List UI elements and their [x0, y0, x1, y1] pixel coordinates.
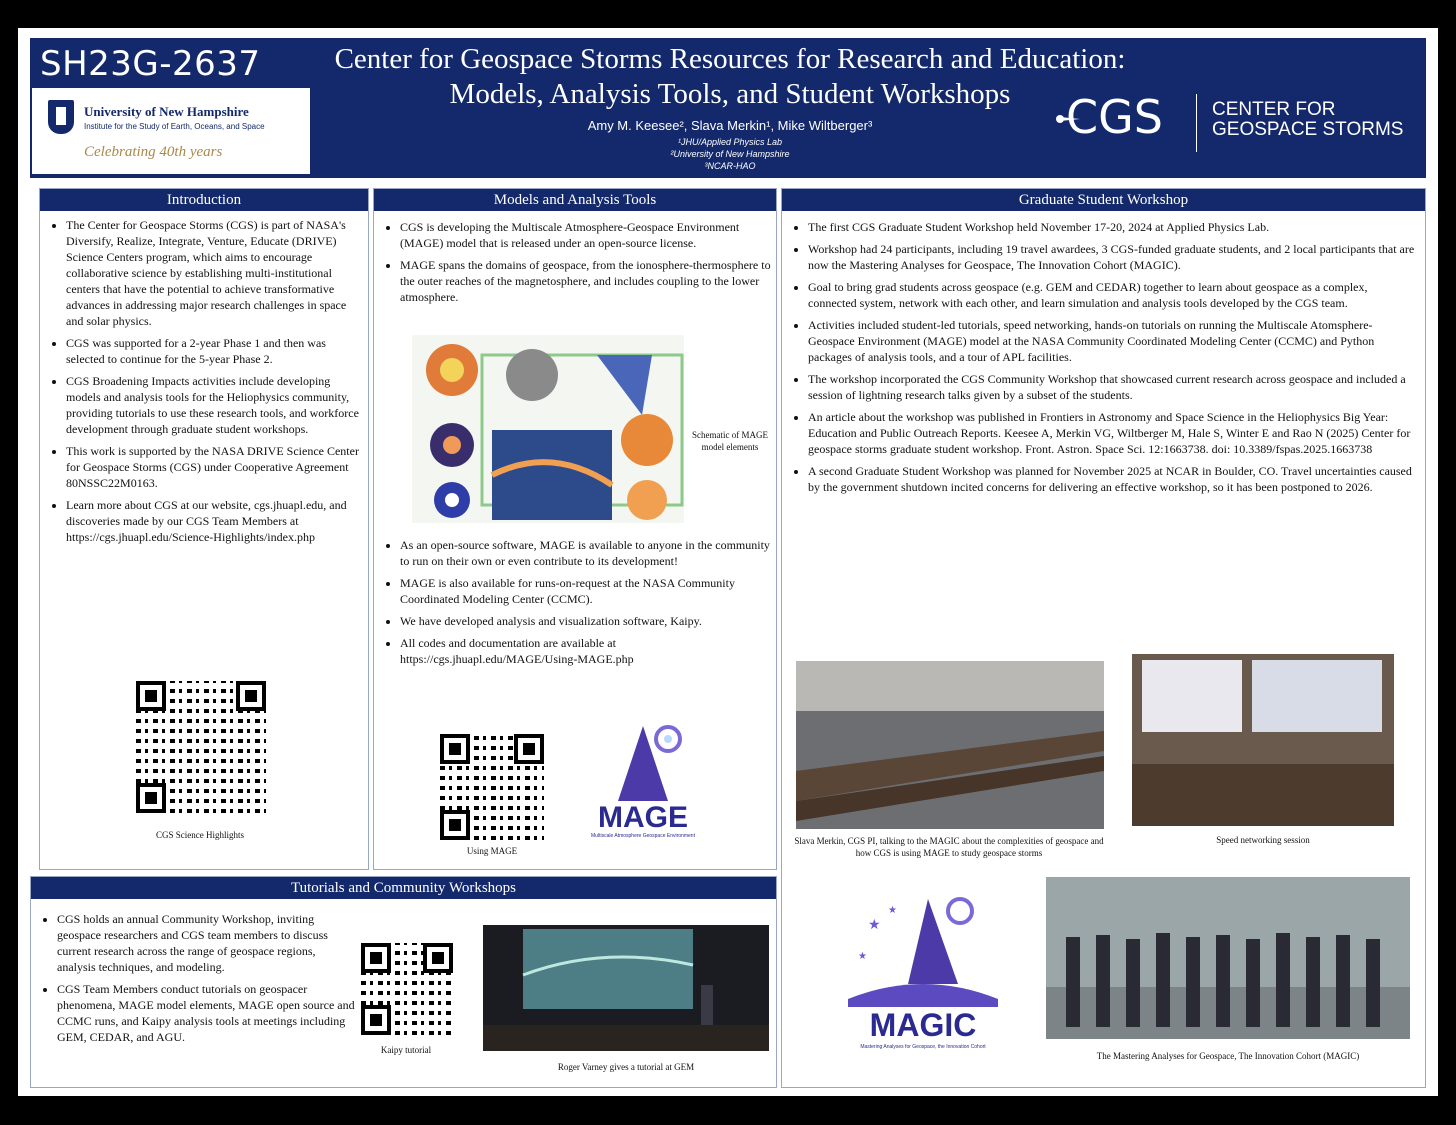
qr-finder: [136, 681, 166, 711]
qr-finder: [236, 681, 266, 711]
introduction-title: Introduction: [40, 189, 368, 211]
tutorials-body: [35, 911, 355, 1051]
unh-name: University of New Hampshire: [84, 104, 249, 119]
list-item: • CGS Broadening Impacts activities include developing models and analysis tools for the Heliophysics community, providing tutorials to use these research tools, and workforce development through graduate student workshops.: [66, 373, 366, 437]
tutorials-title: Tutorials and Community Workshops: [31, 877, 776, 899]
list-item: • CGS holds an annual Community Workshop, inviting geospace researchers and CGS team members to discuss current research across the range of geospace regions, analysis techniques, and modeling.: [57, 911, 355, 975]
qr-code-kaipy-tutorial[interactable]: [361, 943, 453, 1035]
cgs-mark: CGS: [1066, 90, 1163, 144]
unh-logo: [32, 88, 310, 174]
authors: Amy M. Keesee², Slava Merkin¹, Mike Wiltberger³: [587, 118, 873, 133]
magic-logo: [838, 889, 1008, 1054]
title-line-1: Center for Geospace Storms Resources for Research and Education:: [334, 43, 1126, 75]
models-body-top: [378, 219, 774, 311]
mage-logo-text: MAGE: [598, 801, 688, 834]
poster-code: SH23G-2637: [40, 44, 261, 84]
cgs-name-line-2: GEOSPACE STORMS: [1212, 119, 1404, 140]
qr-finder: [361, 1005, 391, 1035]
photo-caption: Slava Merkin, CGS PI, talking to the MAGIC about the complexities of geospace and how CGS is using MAGE to study geospace storms: [794, 836, 1104, 858]
affiliation: ²University of New Hampshire: [670, 149, 790, 159]
magic-group-photo: [1046, 877, 1410, 1039]
qr-code-using-mage[interactable]: [440, 734, 544, 840]
unh-anniversary: Celebrating 40th years: [84, 144, 223, 160]
photo-caption: Roger Varney gives a tutorial at GEM: [557, 1062, 695, 1072]
list-item: • Learn more about CGS at our website, cgs.jhuapl.edu, and discoveries made by our CGS Team Members at https://cgs.jhuapl.edu/Science-Highlights/index.php: [66, 497, 366, 545]
wizard-icon: [588, 721, 698, 811]
list-item: • MAGE is also available for runs-on-request at the NASA Community Coordinated Modeling Center (CCMC).: [400, 575, 774, 607]
affiliation: ¹JHU/Applied Physics Lab: [677, 137, 783, 147]
affiliations: [450, 136, 1010, 172]
qr-finder: [440, 810, 470, 840]
qr-caption: Using MAGE: [466, 846, 518, 856]
list-item: • A second Graduate Student Workshop was planned for November 2025 at NCAR in Boulder, CO. Travel uncertainties caused by the government shutdown incited concerns for delivering an effective workshop, so it has been postponed to 2026.: [808, 463, 1418, 495]
magic-logo-subtitle: Mastering Analyses for Geospace, the Innovation Cohort: [860, 1044, 986, 1050]
introduction-panel: [39, 188, 369, 870]
photo-caption: The Mastering Analyses for Geospace, The Innovation Cohort (MAGIC): [1096, 1051, 1360, 1061]
list-item: • The workshop incorporated the CGS Community Workshop that showcased current research across geospace and included a session of lightning research talks given by a subset of the students.: [808, 371, 1418, 403]
cgs-logo: [1040, 86, 1425, 156]
header-banner: [30, 38, 1426, 178]
list-item: • Activities included student-led tutorials, speed networking, hands-on tutorials on running the Multiscale Atomsphere-Geospace Environment (MAGE) model at the NASA Community Coordinated Modeling Center (CCMC) and Python packages of analysis tools, and a tour of APL facilities.: [808, 317, 1418, 365]
models-panel: [373, 188, 777, 870]
list-item: • We have developed analysis and visualization software, Kaipy.: [400, 613, 774, 629]
unh-institute: Institute for the Study of Earth, Oceans, and Space: [84, 122, 265, 131]
qr-finder: [361, 943, 391, 973]
list-item: • Goal to bring grad students across geospace (e.g. GEM and CEDAR) together to learn about geospace as a complex, connected system, network with each other, and learn simulation and analysis tools developed by the CGS team.: [808, 279, 1418, 311]
qr-finder: [136, 783, 166, 813]
list-item: • CGS is developing the Multiscale Atmosphere-Geospace Environment (MAGE) model that is released under an open-source license.: [400, 219, 774, 251]
svg-text:★: ★: [858, 951, 867, 962]
mage-logo-subtitle: Multiscale Atmosphere Geospace Environment: [591, 833, 695, 839]
list-item: • Workshop had 24 participants, including 19 travel awardees, 3 CGS-funded graduate students, and 2 local participants that are now the Mastering Analyses for Geospace, The Innovation Cohort (MAGIC).: [808, 241, 1418, 273]
cgs-name-line-1: CENTER FOR: [1212, 99, 1336, 120]
qr-caption: CGS Science Highlights: [156, 830, 244, 840]
list-item: • The Center for Geospace Storms (CGS) is part of NASA's Diversify, Realize, Integrate, Venture, Educate (DRIVE) Science Centers program, which aims to encourage collaborative science by establishing multi-institutional centers that have the potential to achieve transformative advances in addressing major research challenges in space and solar physics.: [66, 217, 366, 329]
list-item: • An article about the workshop was published in Frontiers in Astronomy and Space Science in the Heliophysics Big Year: Education and Public Outreach Reports. Keesee A, Merkin VG, Wiltberger M, Hale S, Winter E and Rao N (2025) Center for geospace storms graduate student workshop. Front. Astron. Space Sci. 12:1663738. doi: 10.3389/fspas.2025.1663738: [808, 409, 1418, 457]
list-item: • This work is supported by the NASA DRIVE Science Center for Geospace Storms (CGS) under Cooperative Agreement 80NSSC22M0163.: [66, 443, 366, 491]
list-item: • MAGE spans the domains of geospace, from the ionosphere-thermosphere to the outer reaches of the magnetosphere, and includes coupling to the lower atmosphere.: [400, 257, 774, 305]
title-line-2: Models, Analysis Tools, and Student Workshops: [449, 78, 1011, 110]
photo-caption: Speed networking session: [1216, 835, 1310, 845]
models-body-bottom: [378, 537, 774, 673]
list-item: • All codes and documentation are available at https://cgs.jhuapl.edu/MAGE/Using-MAGE.php: [400, 635, 774, 667]
cgs-name: [1212, 100, 1403, 140]
affiliation: ³NCAR-HAO: [704, 161, 756, 171]
magic-logo-text: MAGIC: [869, 1007, 977, 1043]
logo-divider: [1196, 94, 1197, 152]
speed-networking-photo: [1132, 654, 1394, 826]
svg-text:★: ★: [868, 916, 881, 932]
svg-text:★: ★: [888, 905, 897, 916]
models-title: Models and Analysis Tools: [374, 189, 776, 211]
qr-code-science-highlights[interactable]: [136, 681, 266, 813]
introduction-body: [44, 217, 366, 551]
unh-shield-icon: [48, 100, 74, 134]
list-item: • CGS Team Members conduct tutorials on geospacer phenomena, MAGE model elements, MAGE open source and CCMC runs, and Kaipy analysis tools at meetings including GEM, CEDAR, and AGU.: [57, 981, 355, 1045]
varney-tutorial-photo: [483, 925, 769, 1051]
workshop-body: [786, 219, 1418, 501]
tutorials-panel: [30, 876, 777, 1088]
list-item: • The first CGS Graduate Student Workshop held November 17-20, 2024 at Applied Physics Lab.: [808, 219, 1418, 235]
schematic-caption: Schematic of MAGE model elements: [692, 430, 768, 452]
mage-schematic-image: [412, 335, 684, 523]
qr-finder: [440, 734, 470, 764]
qr-finder: [423, 943, 453, 973]
poster: [18, 28, 1438, 1096]
qr-finder: [514, 734, 544, 764]
list-item: • CGS was supported for a 2-year Phase 1 and then was selected to continue for the 5-year Phase 2.: [66, 335, 366, 367]
merkin-talk-photo: [796, 661, 1104, 829]
list-item: • As an open-source software, MAGE is available to anyone in the community to run on their own or even contribute to its development!: [400, 537, 774, 569]
qr-caption: Kaipy tutorial: [380, 1045, 432, 1055]
mage-logo: [588, 721, 698, 843]
magic-wizard-icon: [838, 889, 1008, 1009]
workshop-title: Graduate Student Workshop: [782, 189, 1425, 211]
workshop-panel: [781, 188, 1426, 1088]
